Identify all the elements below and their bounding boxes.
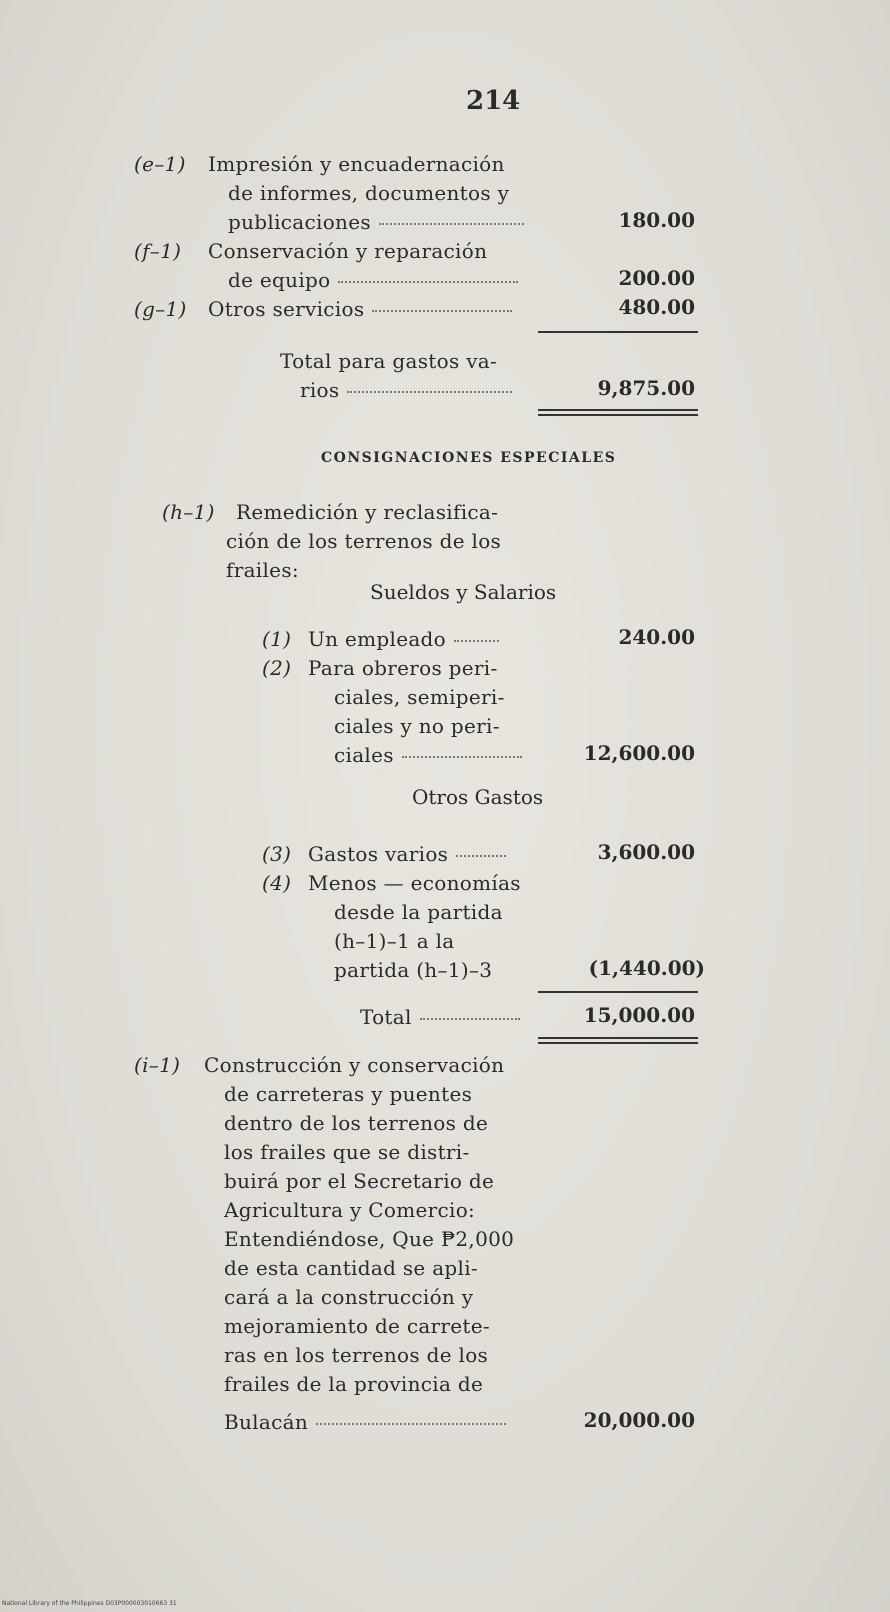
item-i1-line-2: de carreteras y puentes bbox=[224, 1082, 473, 1106]
item-h1-line-2: ción de los terrenos de los bbox=[226, 529, 502, 553]
item-i1-line-11: ras en los terrenos de los bbox=[224, 1343, 489, 1367]
item-i1-line-5: buirá por el Secretario de bbox=[224, 1169, 495, 1193]
sub-item-3-line-1: Gastos varios bbox=[308, 840, 506, 869]
item-e1-amount: 180.00 bbox=[618, 208, 695, 232]
sub-item-2-line-1: Para obreros peri- bbox=[308, 656, 498, 680]
sub-item-2-label: (2) bbox=[262, 656, 292, 680]
sub-item-4-amount: (1,440.00) bbox=[588, 956, 705, 980]
sub-item-1-label: (1) bbox=[262, 627, 292, 651]
item-e1-line-1: Impresión y encuadernación bbox=[208, 152, 505, 176]
item-g1-label: (g–1) bbox=[134, 297, 187, 321]
item-f1-label: (f–1) bbox=[134, 239, 182, 263]
h1-subtotal-rule bbox=[538, 991, 698, 993]
double-rule-bottom bbox=[538, 414, 698, 416]
total-varios-amount: 9,875.00 bbox=[597, 376, 695, 400]
subheading-otros-gastos: Otros Gastos bbox=[412, 785, 544, 809]
item-i1-line-8: de esta cantidad se apli- bbox=[224, 1256, 478, 1280]
sub-item-2-amount: 12,600.00 bbox=[583, 741, 695, 765]
h1-total-amount: 15,000.00 bbox=[583, 1003, 695, 1027]
sub-item-4-line-3: (h–1)–1 a la bbox=[334, 929, 455, 953]
sub-item-2-line-2: ciales, semiperi- bbox=[334, 685, 505, 709]
sub-item-1-line-1: Un empleado bbox=[308, 625, 499, 654]
subtotal-rule bbox=[538, 331, 698, 333]
page-number: 214 bbox=[466, 86, 521, 116]
sub-item-2-line-3: ciales y no peri- bbox=[334, 714, 500, 738]
h1-double-rule-top bbox=[538, 1037, 698, 1039]
item-e1-line-3: publicaciones bbox=[228, 208, 524, 237]
sub-item-3-label: (3) bbox=[262, 842, 292, 866]
sub-item-4-line-1: Menos — economías bbox=[308, 871, 521, 895]
item-i1-line-12: frailes de la provincia de bbox=[224, 1372, 484, 1396]
item-g1-amount: 480.00 bbox=[618, 295, 695, 319]
item-g1-line-1: Otros servicios bbox=[208, 295, 512, 324]
sub-item-3-amount: 3,600.00 bbox=[597, 840, 695, 864]
sub-item-4-label: (4) bbox=[262, 871, 292, 895]
item-i1-line-6: Agricultura y Comercio: bbox=[224, 1198, 476, 1222]
item-f1-line-1: Conservación y reparación bbox=[208, 239, 488, 263]
item-i1-line-4: los frailes que se distri- bbox=[224, 1140, 470, 1164]
item-i1-label: (i–1) bbox=[134, 1053, 181, 1077]
item-i1-line-7: Entendiéndose, Que ₱2,000 bbox=[224, 1227, 515, 1251]
item-h1-label: (h–1) bbox=[162, 500, 215, 524]
double-rule-top bbox=[538, 409, 698, 411]
sub-item-1-amount: 240.00 bbox=[618, 625, 695, 649]
item-i1-line-13: Bulacán bbox=[224, 1408, 506, 1437]
item-f1-amount: 200.00 bbox=[618, 266, 695, 290]
item-i1-line-1: Construcción y conservación bbox=[204, 1053, 505, 1077]
total-varios-line-2: rios bbox=[300, 376, 512, 405]
item-i1-line-10: mejoramiento de carrete- bbox=[224, 1314, 490, 1338]
item-i1-line-3: dentro de los terrenos de bbox=[224, 1111, 489, 1135]
item-i1-line-9: cará a la construcción y bbox=[224, 1285, 474, 1309]
sub-item-2-line-4: ciales bbox=[334, 741, 522, 770]
item-e1-line-2: de informes, documentos y bbox=[228, 181, 510, 205]
total-varios-line-1: Total para gastos va- bbox=[280, 349, 498, 373]
sub-item-4-line-4: partida (h–1)–3 bbox=[334, 958, 493, 982]
footer-credit: National Library of the Philippines D03P000003010663 31 bbox=[2, 1600, 177, 1607]
item-h1-line-3: frailes: bbox=[226, 558, 299, 582]
item-i1-amount: 20,000.00 bbox=[583, 1408, 695, 1432]
subheading-sueldos: Sueldos y Salarios bbox=[370, 580, 557, 604]
item-e1-label: (e–1) bbox=[134, 152, 186, 176]
sub-item-4-line-2: desde la partida bbox=[334, 900, 503, 924]
h1-double-rule-bottom bbox=[538, 1042, 698, 1044]
h1-total-label: Total bbox=[360, 1003, 520, 1032]
section-heading: CONSIGNACIONES ESPECIALES bbox=[321, 450, 617, 466]
item-f1-line-2: de equipo bbox=[228, 266, 518, 295]
item-h1-line-1: Remedición y reclasifica- bbox=[236, 500, 499, 524]
